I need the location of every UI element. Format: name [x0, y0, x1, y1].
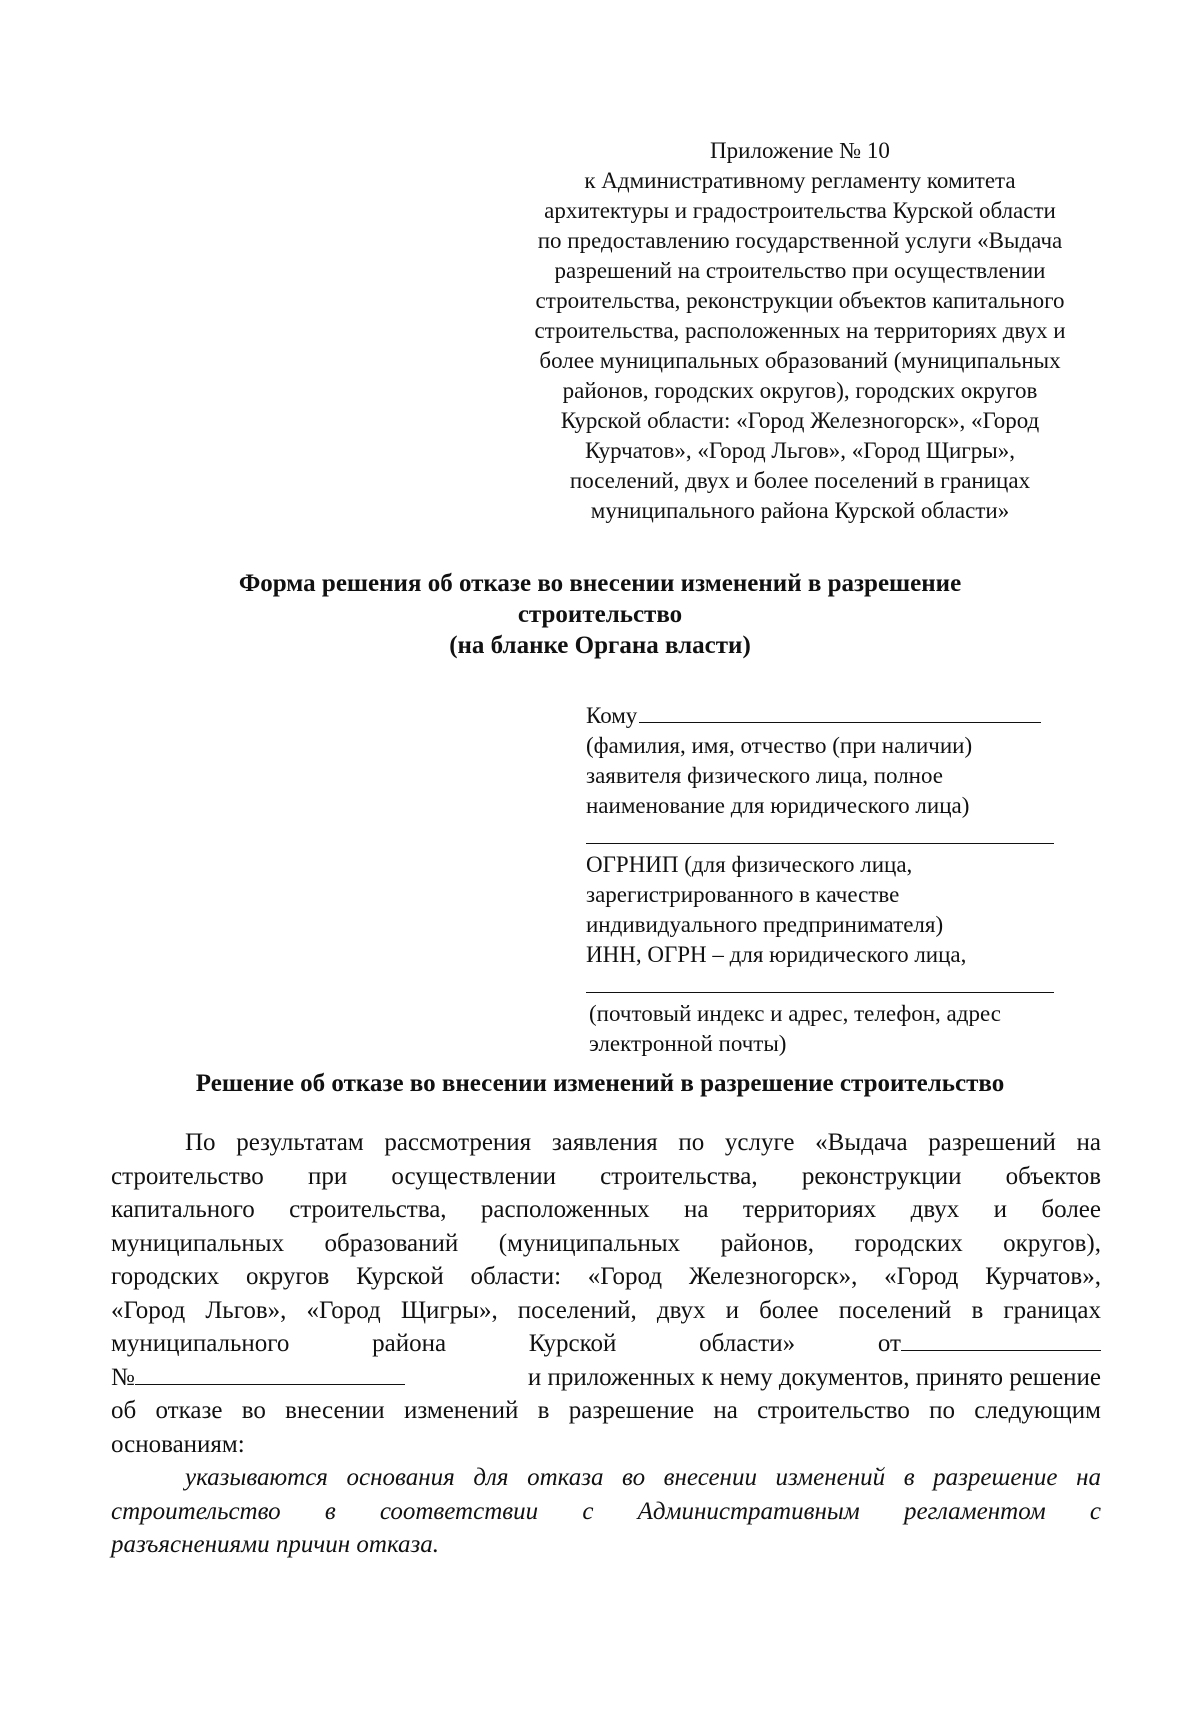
grounds-line: строительство в соответствии с Административным регламентом с: [111, 1497, 1101, 1525]
body-line: об отказе во внесении изменений в разрешение на строительство по следующим: [111, 1397, 1101, 1424]
body-word: Курской: [528, 1330, 617, 1357]
to-row: [586, 700, 1056, 731]
appendix-line: Приложение № 10: [710, 138, 890, 163]
number-blank-line[interactable]: [135, 1364, 405, 1385]
name-hint-line: заявителя физического лица, полное: [586, 763, 943, 788]
decision-title: Решение об отказе во внесении изменений в разрешение строительство: [195, 1070, 1005, 1097]
to-blank-line[interactable]: [639, 700, 1041, 723]
form-title-subtitle: (на бланке Органа власти): [449, 632, 751, 659]
appendix-line: по предоставлению государственной услуги «Выдача: [537, 228, 1063, 253]
body-line-number: [111, 1361, 1101, 1395]
number-field: [111, 1361, 405, 1395]
appendix-line: Курчатов», «Город Льгов», «Город Щигры»,: [585, 438, 1015, 463]
appendix-line: более муниципальных образований (муниципальных: [539, 348, 1061, 373]
body-line: «Город Льгов», «Город Щигры», поселений, двух и более поселений в границах: [111, 1296, 1101, 1324]
grounds-line: указываются основания для отказа во внесении изменений в разрешение на: [185, 1464, 1101, 1491]
contact-blank-line[interactable]: [586, 970, 1054, 993]
decision-body: [111, 1126, 1101, 1562]
appendix-line: строительства, расположенных на территориях двух и: [534, 318, 1066, 343]
body-word: области»: [699, 1330, 796, 1357]
body-line: муниципальных образований (муниципальных районов, городских округов),: [111, 1229, 1101, 1257]
number-label: №: [111, 1363, 135, 1391]
id-hint-line: индивидуального предпринимателя): [586, 912, 944, 937]
form-title-line: Форма решения об отказе во внесении изменений в разрешение: [238, 570, 962, 597]
appendix-line: к Административному регламенту комитета: [584, 168, 1016, 193]
name-hint-line: наименование для юридического лица): [586, 793, 970, 818]
body-line: строительство при осуществлении строительства, реконструкции объектов: [111, 1162, 1101, 1190]
contact-hint-line: (почтовый индекс и адрес, телефон, адрес: [589, 1001, 1001, 1026]
appendix-line: разрешений на строительство при осуществлении: [554, 258, 1046, 283]
grounds-line: разъяснениями причин отказа.: [111, 1531, 440, 1558]
from-label: от: [877, 1330, 901, 1357]
body-text-segment: и приложенных к нему документов, принято решение: [527, 1363, 1101, 1391]
id-blank-line[interactable]: [586, 821, 1054, 844]
appendix-header: [520, 136, 1080, 526]
grounds-instruction: [111, 1461, 1101, 1562]
to-label: Кому: [586, 703, 638, 728]
name-hint-line: (фамилия, имя, отчество (при наличии): [586, 733, 973, 758]
body-word: муниципального: [111, 1330, 290, 1357]
appendix-line: муниципального района Курской области»: [590, 498, 1010, 523]
appendix-line: районов, городских округов), городских округов: [562, 378, 1038, 403]
appendix-line: архитектуры и градостроительства Курской области: [544, 198, 1056, 223]
body-line: основаниям:: [111, 1430, 245, 1458]
addressee-block: [586, 700, 1056, 1059]
appendix-line: поселений, двух и более поселений в границах: [569, 468, 1031, 493]
body-word: района: [372, 1330, 447, 1357]
body-line-date: [111, 1327, 1101, 1361]
form-title: [150, 568, 1050, 661]
appendix-line: Курской области: «Город Железногорск», «Город: [560, 408, 1040, 433]
appendix-line: строительства, реконструкции объектов капитального: [535, 288, 1065, 313]
date-blank-line[interactable]: [901, 1330, 1101, 1351]
id-hint-line: зарегистрированного в качестве: [586, 882, 900, 907]
body-line: По результатам рассмотрения заявления по услуге «Выдача разрешений на: [185, 1129, 1101, 1156]
id-hint-line: ИНН, ОГРН – для юридического лица,: [586, 942, 967, 967]
body-line: городских округов Курской области: «Город Железногорск», «Город Курчатов»,: [111, 1263, 1101, 1290]
contact-hint-line: электронной почты): [589, 1031, 787, 1056]
body-line: капитального строительства, расположенных на территориях двух и более: [111, 1196, 1101, 1223]
date-field: [878, 1327, 1101, 1361]
form-title-line: строительство: [517, 601, 683, 628]
id-hint-line: ОГРНИП (для физического лица,: [586, 852, 913, 877]
